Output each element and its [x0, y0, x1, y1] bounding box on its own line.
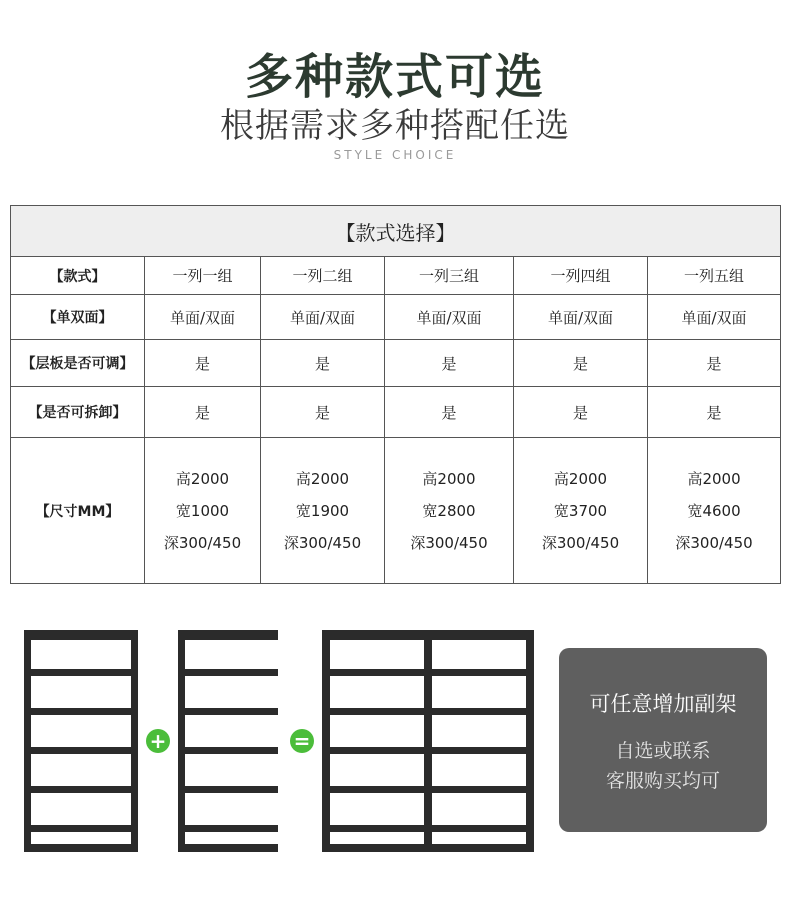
equals-icon: = — [290, 729, 314, 753]
table-cell: 一列四组 — [514, 257, 648, 295]
row-label-removable: 【是否可拆卸】 — [11, 387, 145, 438]
card-line: 自选或联系 — [615, 740, 711, 762]
table-cell: 是 — [514, 387, 648, 438]
size-width: 宽2800 — [422, 501, 476, 520]
row-label-adjustable: 【层板是否可调】 — [11, 340, 145, 387]
style-spec-table — [10, 205, 781, 584]
table-caption-row — [11, 206, 781, 257]
table-cell — [385, 438, 514, 584]
table-cell: 是 — [648, 387, 781, 438]
table-cell: 一列三组 — [385, 257, 514, 295]
size-height: 高2000 — [422, 469, 476, 488]
table-cell: 是 — [648, 340, 781, 387]
single-shelf-illustration — [24, 630, 138, 852]
plus-icon: + — [146, 729, 170, 753]
table-cell: 单面/双面 — [385, 295, 514, 340]
table-cell: 单面/双面 — [261, 295, 385, 340]
table-cell — [145, 438, 261, 584]
size-height: 高2000 — [553, 469, 608, 488]
table-cell: 单面/双面 — [145, 295, 261, 340]
table-cell — [648, 438, 781, 584]
table-cell: 是 — [385, 340, 514, 387]
table-cell: 一列五组 — [648, 257, 781, 295]
card-heading: 可任意增加副架 — [589, 692, 737, 716]
size-height: 高2000 — [295, 469, 350, 488]
size-depth: 深300/450 — [163, 533, 242, 552]
size-depth: 深300/450 — [283, 533, 362, 552]
table-cell: 是 — [514, 340, 648, 387]
table-cell: 单面/双面 — [648, 295, 781, 340]
add-on-info-card — [559, 648, 767, 832]
english-subtitle: STYLE CHOICE — [333, 148, 457, 162]
table-cell: 单面/双面 — [514, 295, 648, 340]
table-row — [11, 295, 781, 340]
add-on-shelf-illustration — [178, 630, 278, 852]
table-cell — [261, 438, 385, 584]
page-subtitle: 根据需求多种搭配任选 — [220, 106, 570, 146]
table-cell: 一列一组 — [145, 257, 261, 295]
table-row — [11, 387, 781, 438]
size-depth: 深300/450 — [675, 533, 753, 552]
card-line: 客服购买均可 — [605, 770, 720, 792]
size-width: 宽3700 — [553, 501, 608, 520]
size-height: 高2000 — [687, 469, 741, 488]
double-shelf-illustration — [322, 630, 534, 852]
size-width: 宽1000 — [175, 501, 230, 520]
table-cell: 是 — [261, 387, 385, 438]
table-row — [11, 438, 781, 584]
table-cell: 是 — [261, 340, 385, 387]
row-label-style: 【款式】 — [11, 257, 145, 295]
table-caption: 【款式选择】 — [11, 206, 781, 257]
size-height: 高2000 — [175, 469, 230, 488]
table-cell: 是 — [385, 387, 514, 438]
size-depth: 深300/450 — [410, 533, 488, 552]
table-row — [11, 340, 781, 387]
page-title: 多种款式可选 — [244, 49, 545, 105]
table-cell — [514, 438, 648, 584]
table-cell: 一列二组 — [261, 257, 385, 295]
size-width: 宽1900 — [295, 501, 350, 520]
row-label-sides: 【单双面】 — [11, 295, 145, 340]
table-row — [11, 257, 781, 295]
table-cell: 是 — [145, 340, 261, 387]
row-label-size: 【尺寸MM】 — [11, 438, 145, 584]
table-cell: 是 — [145, 387, 261, 438]
size-depth: 深300/450 — [541, 533, 620, 552]
size-width: 宽4600 — [687, 501, 741, 520]
